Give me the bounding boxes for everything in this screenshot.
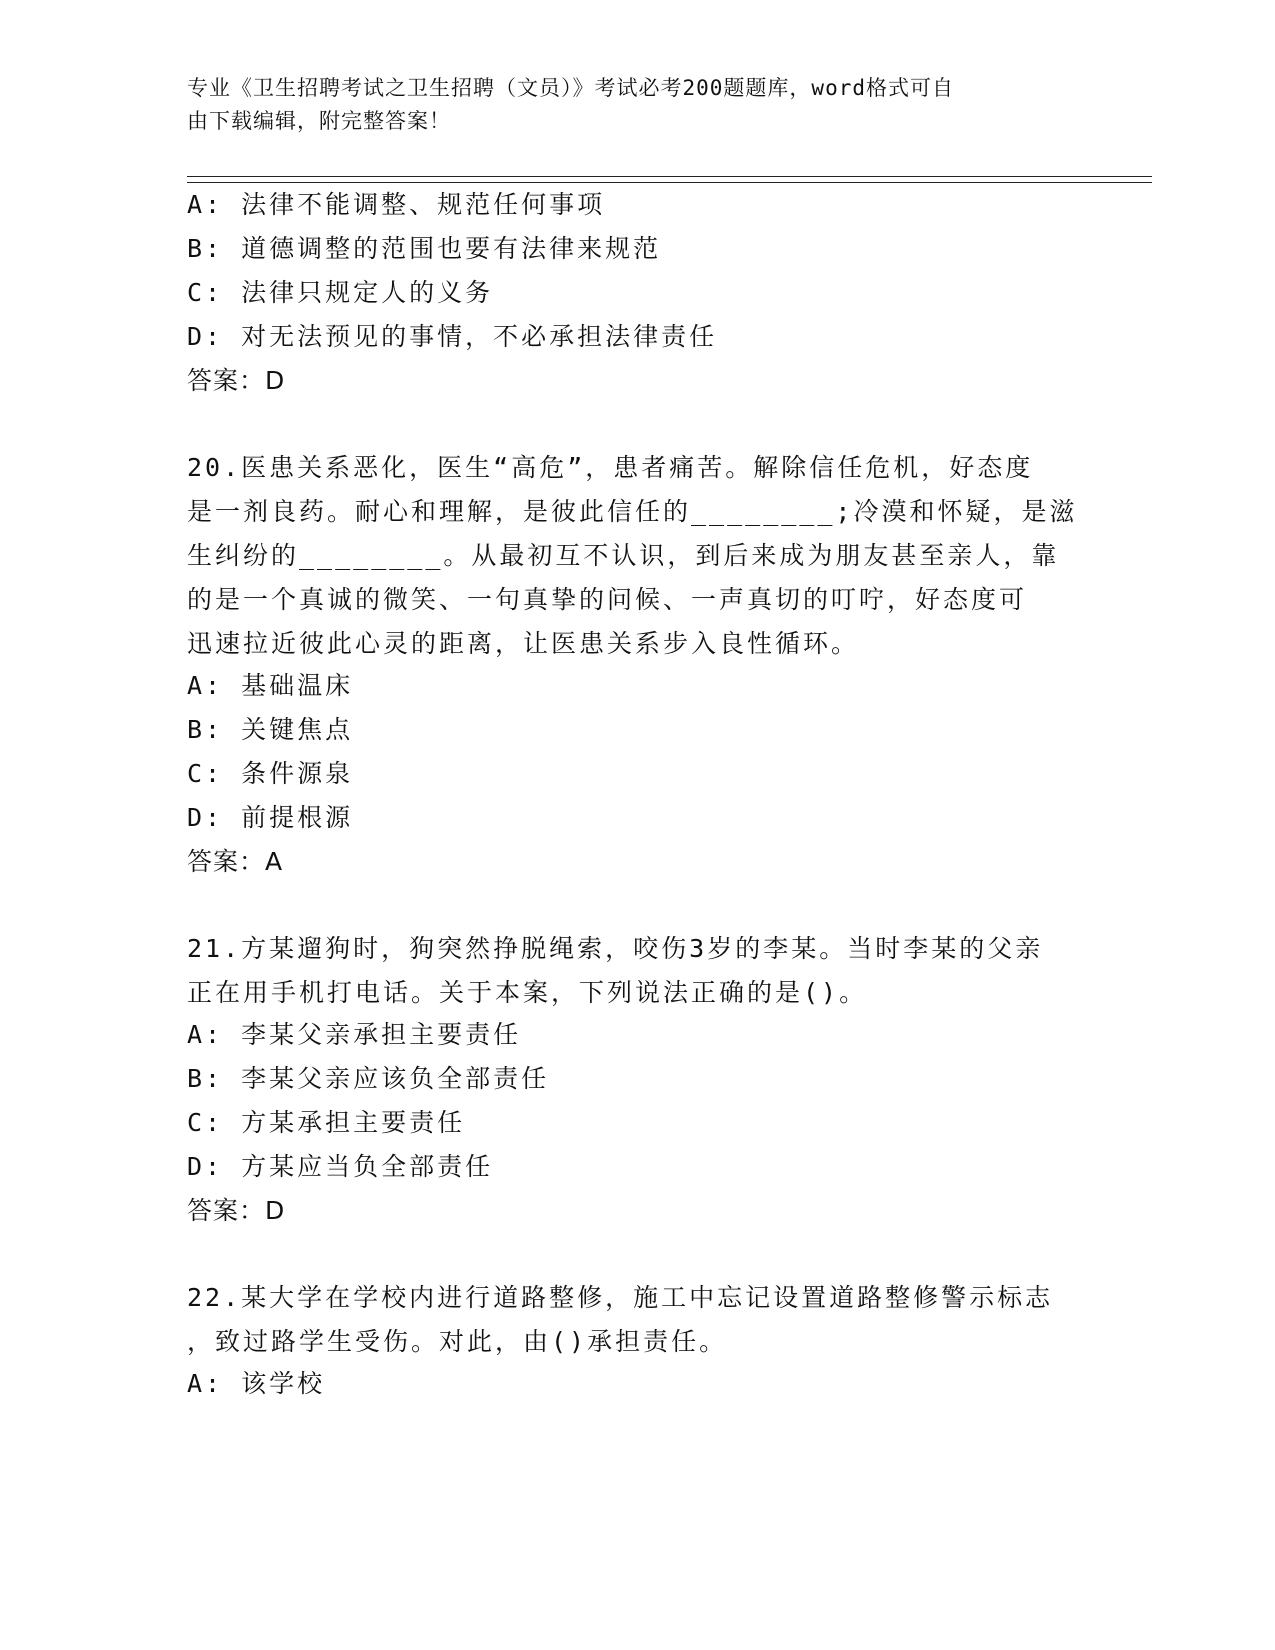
q19-option-d: D: 对无法预见的事情，不必承担法律责任 — [187, 322, 718, 351]
q22-text-line: 22.某大学在学校内进行道路整修，施工中忘记设置道路整修警示标志 — [187, 1283, 1054, 1312]
q20-option-a: A: 基础温床 — [187, 671, 354, 700]
q19-answer: 答案：D — [187, 366, 286, 395]
header-divider-bottom — [187, 182, 1152, 183]
q20-text-line: 生纠纷的________。从最初互不认识，到后来成为朋友甚至亲人，靠 — [187, 541, 1060, 570]
q22-text-line: ，致过路学生受伤。对此，由()承担责任。 — [187, 1327, 728, 1356]
q21-option-d: D: 方某应当负全部责任 — [187, 1152, 494, 1181]
q20-option-c: C: 条件源泉 — [187, 759, 354, 788]
q21-option-c: C: 方某承担主要责任 — [187, 1108, 466, 1137]
q20-text-line: 是一剂良药。耐心和理解，是彼此信任的________;冷漠和怀疑，是滋 — [187, 497, 1078, 526]
q20-option-d: D: 前提根源 — [187, 803, 354, 832]
q20-text-line: 20.医患关系恶化，医生“高危”，患者痛苦。解除信任危机，好态度 — [187, 453, 1034, 482]
q21-answer: 答案：D — [187, 1196, 286, 1225]
q21-text-line: 21.方某遛狗时，狗突然挣脱绳索，咬伤3岁的李某。当时李某的父亲 — [187, 934, 1044, 963]
q19-option-b: B: 道德调整的范围也要有法律来规范 — [187, 234, 662, 263]
header-line-2: 由下载编辑，附完整答案！ — [187, 109, 451, 133]
header-line-1: 专业《卫生招聘考试之卫生招聘（文员）》考试必考200题题库，word格式可自 — [187, 76, 954, 100]
document-header — [187, 72, 1067, 138]
q20-option-b: B: 关键焦点 — [187, 715, 354, 744]
q20-answer: 答案：A — [187, 847, 284, 876]
q21-text-line: 正在用手机打电话。关于本案，下列说法正确的是()。 — [187, 978, 868, 1007]
q19-option-a: A: 法律不能调整、规范任何事项 — [187, 190, 606, 219]
q22-option-a: A: 该学校 — [187, 1369, 326, 1398]
header-divider-top — [187, 176, 1152, 177]
q20-text-line: 的是一个真诚的微笑、一句真挚的问候、一声真切的叮咛，好态度可 — [187, 585, 1028, 614]
q21-option-b: B: 李某父亲应该负全部责任 — [187, 1064, 550, 1093]
q21-option-a: A: 李某父亲承担主要责任 — [187, 1020, 522, 1049]
q19-option-c: C: 法律只规定人的义务 — [187, 278, 494, 307]
q20-text-line: 迅速拉近彼此心灵的距离，让医患关系步入良性循环。 — [187, 629, 860, 658]
